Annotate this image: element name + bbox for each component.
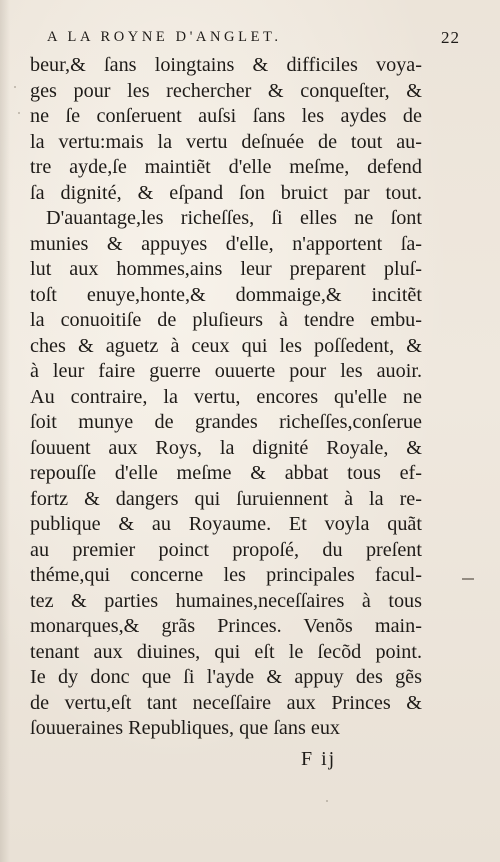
text-line: monarques,& grãs Princes. Venõs main- <box>30 615 422 637</box>
text-line: à leur faire guerre ouuerte pour les auoir. <box>30 360 422 382</box>
text-line: tre ayde,ſe maintiẽt d'elle meſme, defend <box>30 156 422 178</box>
paper-speck <box>14 86 16 88</box>
text-line: ſa dignité, & eſpand ſon bruict par tout. <box>30 181 422 204</box>
text-line: ſoit munye de grandes richeſſes,conſerue <box>30 411 422 433</box>
page-number: 22 <box>441 28 460 47</box>
page-header <box>0 26 500 50</box>
text-line: ſouuent aux Roys, la dignité Royale, & <box>30 436 422 459</box>
paper-speck <box>18 112 20 114</box>
text-line: au premier poinct propoſé, du preſent <box>30 538 422 561</box>
text-line: théme,qui concerne les principales facul- <box>30 564 422 586</box>
text-line: la conuoitiſe de pluſieurs à tendre embu- <box>30 309 422 331</box>
text-line: publique & au Royaume. Et voyla quãt <box>30 513 422 535</box>
signature-mark: F ij <box>301 748 337 770</box>
gutter-shadow <box>0 0 10 862</box>
text-line: ne ſe conſeruent auſsi ſans les aydes de <box>30 105 422 127</box>
text-line: fortz & dangers qui ſuruiennent à la re- <box>30 487 422 510</box>
text-line: lut aux hommes,ains leur preparent pluſ- <box>30 258 422 280</box>
text-line: la vertu:mais la vertu deſnuée de tout au- <box>30 130 422 153</box>
text-line: repouſſe d'elle meſme & abbat tous ef- <box>30 462 422 484</box>
body-text <box>30 53 422 742</box>
text-line: munies & appuyes d'elle, n'apportent ſa- <box>30 232 422 255</box>
text-line: toſt enuye,honte,& dommaige,& incitẽt <box>30 283 422 306</box>
margin-mark <box>462 578 474 580</box>
text-line: ſouueraines Republiques, que ſans eux <box>30 717 341 739</box>
running-head: A LA ROYNE D'ANGLET. <box>47 29 282 45</box>
text-line: tez & parties humaines,neceſſaires à tous <box>30 589 422 612</box>
text-line: D'auantage,les richeſſes, ſi elles ne ſont <box>46 207 422 229</box>
paper-speck <box>326 800 328 802</box>
text-line: de vertu,eſt tant neceſſaire aux Princes & <box>30 691 422 714</box>
text-line: beur,& ſans loingtains & difficiles voya- <box>30 54 422 76</box>
text-line: ches & aguetz à ceux qui les poſſedent, & <box>30 334 422 357</box>
text-line: Au contraire, la vertu, encores qu'elle ne <box>30 385 422 408</box>
text-line: ges pour les rechercher & conqueſter, & <box>30 79 422 102</box>
text-line: Ie dy donc que ſi l'ayde & appuy des gẽs <box>30 666 422 688</box>
text-line: tenant aux diuines, qui eſt le ſecõd point. <box>30 640 422 663</box>
